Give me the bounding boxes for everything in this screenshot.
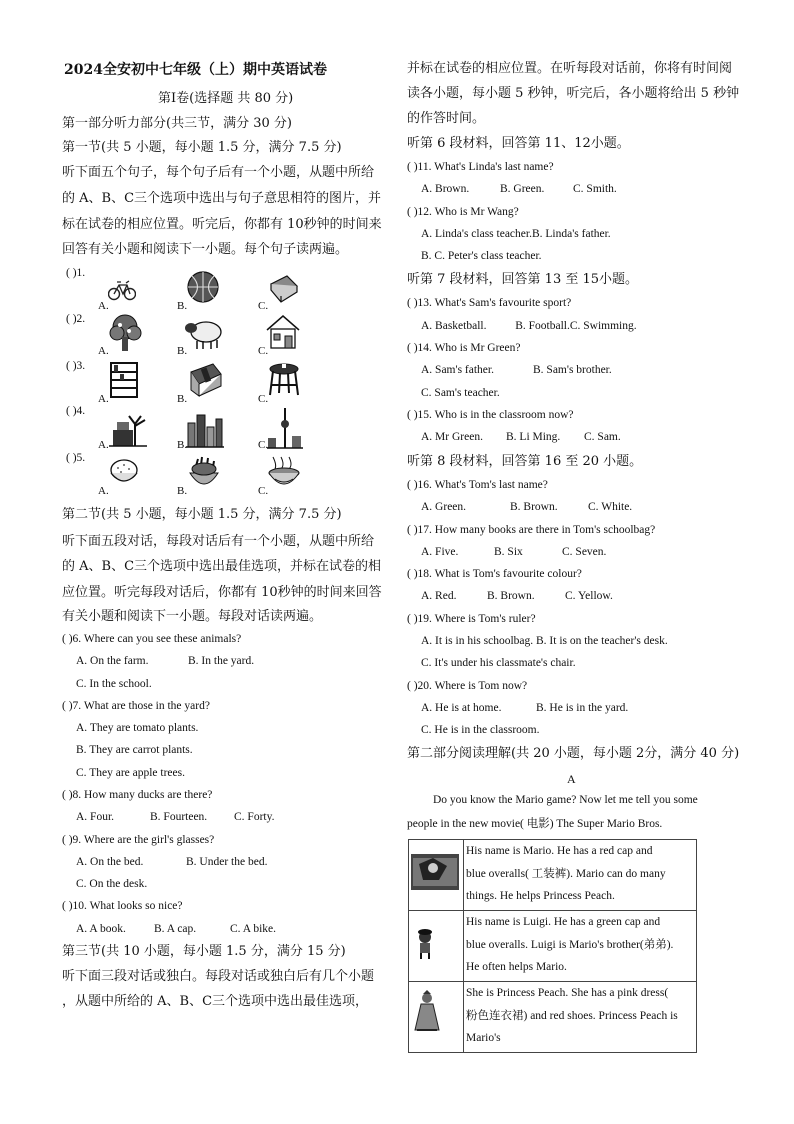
- section1-line: 回答有关小题和阅读下一小题。每个句子读两遍。: [62, 242, 349, 257]
- option-7c: C. They are apple trees.: [76, 767, 185, 779]
- section2-heading: 第二节(共 5 小题，每小题 1.5 分，满分 7.5 分): [62, 507, 342, 522]
- mario-line: blue overalls( 工装裤). Mario can do many: [466, 867, 666, 880]
- option-10b: B. A cap.: [154, 923, 197, 935]
- mario-description-cell: [464, 840, 697, 911]
- question-12: ( )12. Who is Mr Wang?: [407, 206, 519, 218]
- option-10a: A. A book.: [76, 923, 126, 935]
- section3-continued-line: 并标在试卷的相应位置。在听每段对话前，你将有时间阅: [407, 61, 733, 76]
- option-17a: A. Five.: [421, 546, 459, 558]
- option-12ab: A. Linda's class teacher.B. Linda's father.: [421, 228, 611, 240]
- peach-picture-cell: [409, 982, 464, 1053]
- section2-line: 有关小题和阅读下一小题。每段对话读两遍。: [62, 609, 323, 624]
- rice-bowl-icon: [107, 457, 141, 487]
- option-8b: B. Fourteen.: [150, 811, 208, 823]
- books-pile-icon: [185, 360, 225, 398]
- mario-picture-cell: [409, 840, 464, 911]
- option-label: A.: [98, 345, 109, 357]
- noodle-bowl-icon: [267, 455, 301, 491]
- question-10: ( )10. What looks so nice?: [62, 900, 183, 912]
- option-16b: B. Brown.: [510, 501, 558, 513]
- question-7: ( )7. What are those in the yard?: [62, 700, 210, 712]
- vegetable-basket-icon: [186, 455, 222, 491]
- option-label: A.: [98, 485, 109, 497]
- option-14c: C. Sam's teacher.: [421, 387, 500, 399]
- option-label: C.: [258, 439, 269, 451]
- option-15a: A. Mr Green.: [421, 431, 483, 443]
- mario-line: His name is Mario. He has a red cap and: [466, 845, 653, 857]
- stool-icon: [266, 361, 302, 397]
- option-19c: C. It's under his classmate's chair.: [421, 657, 576, 669]
- option-6c: C. In the school.: [76, 678, 152, 690]
- question-18: ( )18. What is Tom's favourite colour?: [407, 568, 582, 580]
- option-8c: C. Forty.: [234, 811, 275, 823]
- option-label: C.: [258, 485, 269, 497]
- material-7-heading: 听第 7 段材料，回答第 13 至 15小题。: [407, 272, 639, 287]
- question-17: ( )17. How many books are there in Tom's schoolbag?: [407, 524, 656, 536]
- option-15b: B. Li Ming.: [506, 431, 561, 443]
- option-label: B.: [177, 300, 188, 312]
- table-row: [409, 840, 697, 911]
- option-14b: B. Sam's brother.: [533, 364, 612, 376]
- option-18c: C. Yellow.: [565, 590, 613, 602]
- princess-peach-image-icon: [409, 982, 461, 1048]
- option-17b: B. Six: [494, 546, 523, 558]
- exam-title: 2024全安初中七年级（上）期中英语试卷: [64, 62, 327, 78]
- table-row: [409, 911, 697, 982]
- option-label: B.: [177, 393, 188, 405]
- section3-line: ，从题中所给的 A、B、C三个选项中选出最佳选项，: [62, 994, 369, 1009]
- basketball-icon: [186, 270, 220, 304]
- sheep-icon: [184, 316, 224, 350]
- section1-line: 标在试卷的相应位置。听完后，你都有 10秒钟的时间来: [62, 217, 382, 232]
- section3-continued-line: 的作答时间。: [407, 111, 486, 126]
- option-9c: C. On the desk.: [76, 878, 148, 890]
- section3-continued-line: 读各小题，每小题 5 秒钟，听完后，各小题将给出 5 秒钟: [407, 86, 740, 101]
- question-8: ( )8. How many ducks are there?: [62, 789, 213, 801]
- luigi-line: He often helps Mario.: [466, 961, 567, 973]
- section1-line: 听下面五个句子，每个句子后有一个小题，从题中所给: [62, 165, 375, 180]
- option-18a: A. Red.: [421, 590, 457, 602]
- section3-heading: 第三节(共 10 小题，每小题 1.5 分，满分 15 分): [62, 944, 346, 959]
- option-13abc: A. Basketball. B. Football.C. Swimming.: [421, 320, 637, 332]
- option-20c: C. He is in the classroom.: [421, 724, 540, 736]
- option-14a: A. Sam's father.: [421, 364, 494, 376]
- question-19: ( )19. Where is Tom's ruler?: [407, 613, 536, 625]
- question-13: ( )13. What's Sam's favourite sport?: [407, 297, 572, 309]
- section1-heading: 第一节(共 5 小题，每小题 1.5 分，满分 7.5 分): [62, 140, 342, 155]
- option-label: A.: [98, 300, 109, 312]
- option-label: B.: [177, 439, 188, 451]
- option-label: C.: [258, 300, 269, 312]
- section3-line: 听下面三段对话或独白。每段对话或独白后有几个小题: [62, 969, 375, 984]
- mario-line: things. He helps Princess Peach.: [466, 890, 615, 902]
- option-18b: B. Brown.: [487, 590, 535, 602]
- question-15: ( )15. Who is in the classroom now?: [407, 409, 574, 421]
- option-7b: B. They are carrot plants.: [76, 744, 193, 756]
- luigi-line: blue overalls. Luigi is Mario's brother(弟弟).: [466, 938, 674, 951]
- option-label: C.: [258, 393, 269, 405]
- question-20: ( )20. Where is Tom now?: [407, 680, 528, 692]
- option-label: C.: [258, 345, 269, 357]
- peach-line: Mario's: [466, 1032, 501, 1044]
- section2-line: 的 A、B、C三个选项中选出最佳选项，并标在试卷的相: [62, 559, 382, 574]
- material-8-heading: 听第 8 段材料，回答第 16 至 20 小题。: [407, 454, 643, 469]
- option-17c: C. Seven.: [562, 546, 607, 558]
- luigi-picture-cell: [409, 911, 464, 982]
- buildings-trees-icon: [107, 408, 147, 448]
- luigi-line: His name is Luigi. He has a green cap and: [466, 916, 661, 928]
- option-6b: B. In the yard.: [188, 655, 255, 667]
- option-label: A.: [98, 439, 109, 451]
- peach-line: 粉色连衣裙) and red shoes. Princess Peach is: [466, 1009, 678, 1022]
- option-label: A.: [98, 393, 109, 405]
- option-16a: A. Green.: [421, 501, 467, 513]
- pic-question-number: ( )1.: [66, 267, 86, 279]
- option-label: B.: [177, 485, 188, 497]
- material-6-heading: 听第 6 段材料，回答第 11、12小题。: [407, 136, 630, 151]
- option-9b: B. Under the bed.: [186, 856, 268, 868]
- section1-line: 的 A、B、C三个选项中选出与句子意思相符的图片，并: [62, 191, 382, 206]
- question-9: ( )9. Where are the girl's glasses?: [62, 834, 215, 846]
- section2-line: 应位置。听完每段对话后，你都有 10秒钟的时间来回答: [62, 585, 382, 600]
- option-label: B.: [177, 345, 188, 357]
- passage-intro-line: people in the new movie( 电影) The Super Mario Bros.: [407, 818, 663, 830]
- option-11b: B. Green.: [500, 183, 545, 195]
- bookshelf-icon: [108, 361, 140, 399]
- option-20a: A. He is at home.: [421, 702, 502, 714]
- part1-heading: 第一部分听力部分(共三节，满分 30 分): [62, 116, 292, 131]
- option-7a: A. They are tomato plants.: [76, 722, 199, 734]
- character-table: [408, 839, 697, 1053]
- option-8a: A. Four.: [76, 811, 115, 823]
- option-11c: C. Smith.: [573, 183, 617, 195]
- section2-line: 听下面五段对话，每段对话后有一个小题，从题中所给: [62, 534, 375, 549]
- pic-question-number: ( )2.: [66, 313, 86, 325]
- pic-question-number: ( )4.: [66, 405, 86, 417]
- tv-tower-icon: [266, 406, 304, 450]
- question-14: ( )14. Who is Mr Green?: [407, 342, 521, 354]
- option-19ab: A. It is in his schoolbag. B. It is on the teacher's desk.: [421, 635, 668, 647]
- option-10c: C. A bike.: [230, 923, 277, 935]
- bicycle-icon: [108, 278, 136, 302]
- option-11a: A. Brown.: [421, 183, 470, 195]
- tree-icon: [107, 313, 143, 353]
- option-9a: A. On the bed.: [76, 856, 144, 868]
- option-6a: A. On the farm.: [76, 655, 149, 667]
- peach-description-cell: [464, 982, 697, 1053]
- option-20b: B. He is in the yard.: [536, 702, 629, 714]
- house-icon: [264, 313, 302, 351]
- question-6: ( )6. Where can you see these animals?: [62, 633, 242, 645]
- book-icon: [267, 272, 299, 304]
- passage-intro-line: Do you know the Mario game? Now let me tell you some: [433, 794, 698, 806]
- pic-question-number: ( )5.: [66, 452, 86, 464]
- peach-line: She is Princess Peach. She has a pink dress(: [466, 987, 669, 999]
- table-row: [409, 982, 697, 1053]
- option-15c: C. Sam.: [584, 431, 621, 443]
- pic-question-number: ( )3.: [66, 360, 86, 372]
- question-11: ( )11. What's Linda's last name?: [407, 161, 554, 173]
- volume-subtitle: 第Ⅰ卷(选择题 共 80 分): [158, 91, 294, 106]
- passage-a-label: A: [567, 772, 576, 786]
- luigi-description-cell: [464, 911, 697, 982]
- part2-heading: 第二部分阅读理解(共 20 小题，每小题 2分，满分 40 分): [407, 746, 740, 761]
- mario-image-icon: [409, 840, 461, 906]
- city-skyline-icon: [185, 409, 225, 449]
- question-16: ( )16. What's Tom's last name?: [407, 479, 548, 491]
- luigi-image-icon: [409, 911, 461, 977]
- option-12c: B. C. Peter's class teacher.: [421, 250, 542, 262]
- option-16c: C. White.: [588, 501, 633, 513]
